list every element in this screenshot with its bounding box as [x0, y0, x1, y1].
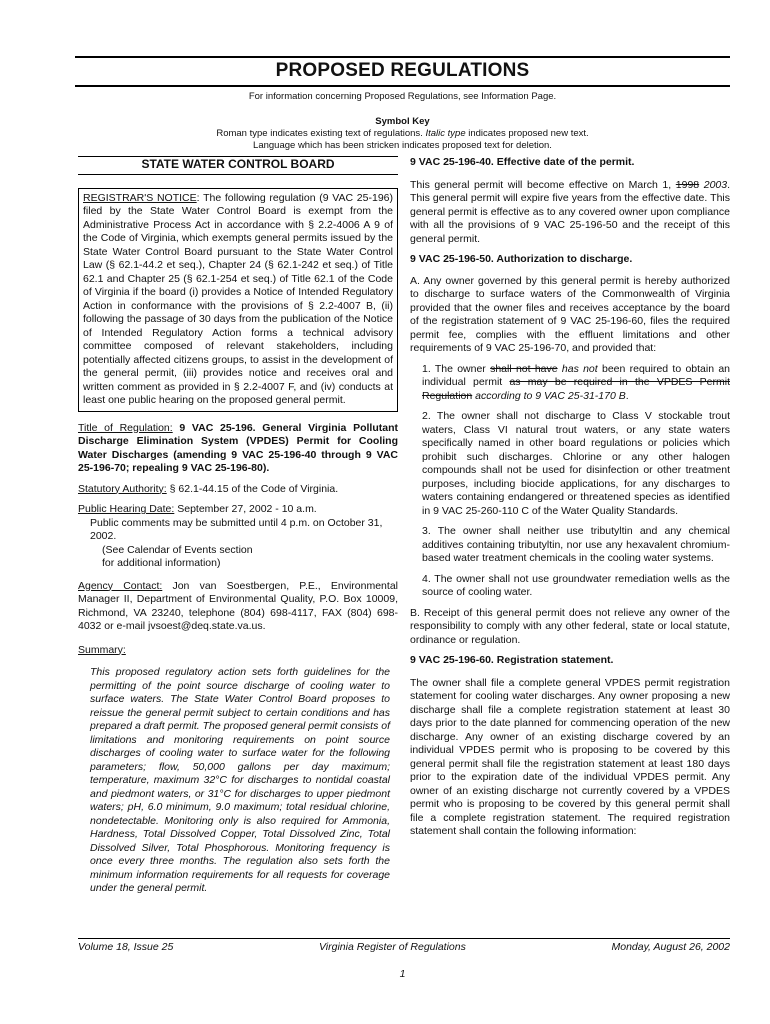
- symbol-key-italic: Italic type: [425, 128, 466, 139]
- item1-e: .: [625, 389, 629, 402]
- section-60-heading: 9 VAC 25-196-60. Registration statement.: [410, 654, 614, 666]
- section-40-text: [410, 179, 730, 247]
- statutory-authority: [78, 483, 398, 497]
- section-50-heading: 9 VAC 25-196-50. Authorization to discharge.: [410, 253, 633, 265]
- hearing-calendar-note: (See Calendar of Events section: [102, 543, 253, 556]
- symbol-key: [75, 116, 730, 152]
- s40-stricken-year: 1998: [675, 178, 700, 191]
- agency-heading: STATE WATER CONTROL BOARD: [78, 156, 398, 175]
- section-60-text: The owner shall file a complete general VPDES permit registration statement for cooling water discharges. Any owner proposing a new discharge shall file a complete registration statement at least 30 days prior to the date planned for commencing operation of the new discharge. Any owner of an existing discharge covered by an individual VPDES permit who is proposing to be covered by this general permit shall file the registration statement at least 180 days prior to the expiration date of the individual VPDES permit. Any owner of an existing discharge not currently covered by a VPDES permit who is proposing to be covered by this general permit shall file a complete registration statement. The required registration statement shall contain the following information:: [410, 676, 730, 837]
- hearing-label: Public Hearing Date:: [78, 503, 175, 515]
- footer-publication: Virginia Register of Regulations: [318, 941, 466, 953]
- page-title: PROPOSED REGULATIONS: [75, 56, 730, 87]
- symbol-key-line-1: [75, 128, 730, 140]
- authority-label: Statutory Authority:: [78, 482, 167, 495]
- symbol-key-heading: Symbol Key: [375, 116, 430, 127]
- section-50-item-1: [422, 363, 730, 404]
- public-hearing: [78, 503, 398, 517]
- agency-contact: [78, 580, 398, 634]
- section-50-item-2: 2. The owner shall not discharge to Class V stockable trout waters, Class VI natural trout waters, or any state waters specifically named in other board regulations or policies which prohibit such discharges. Chlorine or any other halogen compounds shall not be used for disinfection or other treatment purposes, including biocide applications, for any discharges to waters containing endangered or threatened species as identified in 9 VAC 25-260-110 C of the Water Quality Standards.: [422, 410, 730, 517]
- notice-text: : The following regulation (9 VAC 25-196) filed by the State Water Control Board is exempt from the Administrative Process Act in accordance with § 2.2-4006 A 9 of the Code of Virginia, which exempts general permits issued by the State Water Control Board pursuant to the State Water Control Law (§ 62.1-44.2 et seq.), Chapter 24 (§ 62.1-242 et seq.) of Title 62.1 and Chapter 25 (§ 62.1-254 et seq.) of Title 62.1 of the Code of Virginia if the board (i) provides a Notice of Intended Regulatory Action in conformance with the provisions of § 2.2-4007 B, (ii) following the passage of 30 days from the publication of the Notice of Intended Regulatory Action forms a technical advisory committee composed of relevant stakeholders, including potentially affected citizens groups, to assist in the development of the general permit, (iii) provides notice and receives oral and written comment as provided in § 2.2-4007 F, and (iv) conducts at least one public hearing on the proposed general permit.: [83, 191, 393, 406]
- s40-part-c: . This general permit will expire five years from the effective date. This general permit is effective as to any covered owner upon compliance with all the provisions of 9 VAC 25-196-50 and the receipt of this general permit.: [410, 178, 731, 245]
- item1-c: been required to obtain an individual permit: [422, 362, 731, 388]
- s40-new-year: 2003: [703, 178, 728, 191]
- item1-stricken-2: as may be required in the VPDES Permit Regulation: [422, 376, 730, 402]
- footer-date: Monday, August 26, 2002: [611, 941, 730, 953]
- section-40-heading: 9 VAC 25-196-40. Effective date of the permit.: [410, 156, 635, 168]
- page-footer: [78, 938, 730, 953]
- summary-text: This proposed regulatory action sets forth guidelines for the permitting of the point source discharge of cooling water to surface waters. The State Water Control Board proposes to reissue the general permit subject to certain conditions and has prepared a draft permit. The proposed general permit consists of limitations and monitoring requirements on point source discharges of cooling water to surface water for the following parameters; flow, 50,000 gallons per day maximum; temperature, maximum 32°C for discharges to nontidal coastal and piedmont waters, or 31°C for discharges to upper piedmont waters; pH, 6.0 minimum, 9.0 maximum; total residual chlorine, nondetectable. Monitoring only is also required for Ammonia, Hardness, Total Dissolved Copper, Total Dissolved Zinc, Total Dissolved Silver, Total Phosphorous. Monitoring frequency is once every three months. The regulation also sets forth the minimum information requirements for all requests for coverage under the general permit.: [90, 666, 390, 894]
- s40-part-a: This general permit will become effective on March 1,: [410, 178, 676, 191]
- section-50-b: B. Receipt of this general permit does not relieve any owner of the responsibility to comply with any other federal, state or local statute, ordinance or regulation.: [410, 606, 730, 646]
- section-50-item-3: 3. The owner shall neither use tributyltin and any chemical additives containing tributyltin, nor use any hexavalent chromium-based water treatment chemicals in the cooling water systems.: [422, 525, 730, 564]
- symbol-key-roman: Roman type indicates existing text of regulations.: [216, 128, 426, 139]
- title-label: Title of Regulation:: [78, 421, 173, 434]
- authority-text: § 62.1-44.15 of the Code of Virginia.: [166, 482, 339, 495]
- summary-label: Summary:: [78, 643, 126, 656]
- contact-label: Agency Contact:: [78, 579, 163, 592]
- hearing-text: September 27, 2002 - 10 a.m.: [174, 503, 317, 515]
- item1-stricken-1: shall not have: [490, 362, 558, 375]
- symbol-key-line-2: Language which has been stricken indicates proposed text for deletion.: [253, 140, 552, 151]
- page-subtitle: For information concerning Proposed Regulations, see Information Page.: [248, 91, 557, 102]
- section-50-item-4: 4. The owner shall not use groundwater remediation wells as the source of cooling water.: [422, 572, 730, 598]
- item1-a: 1. The owner: [422, 362, 491, 375]
- hearing-additional-info: for additional information): [102, 557, 221, 569]
- symbol-key-rest: indicates proposed new text.: [465, 128, 589, 139]
- section-50-a: A. Any owner governed by this general permit is hereby authorized to discharge to surface waters of the Commonwealth of Virginia provided that the owner files and receives acceptance by the board of the registration statement of 9 VAC 25-196-60, files the required permit fee, complies with the effluent limitations and other requirements of 9 VAC 25-196-70, and provided that:: [410, 274, 730, 354]
- registrars-notice-box: [78, 188, 398, 412]
- right-column: [410, 156, 730, 846]
- hearing-comments: Public comments may be submitted until 4 p.m. on October 31, 2002.: [90, 516, 383, 542]
- title-of-regulation: [78, 422, 398, 476]
- contact-text: Jon van Soestbergen, P.E., Environmental Manager II, Department of Environmental Quality, P.O. Box 10009, Richmond, VA 23240, telephone (804) 698-4117, FAX (804) 698-4032 or e-mail jvsoest@deq.state.va.us.: [78, 579, 398, 632]
- title-text: 9 VAC 25-196. General Virginia Pollutant Discharge Elimination System (VPDES) Permit for Cooling Water Discharges (amending 9 VAC 25-196-40 through 9 VAC 25-196-70; repealing 9 VAC 25-196-80).: [78, 421, 398, 474]
- item1-new-2: according to 9 VAC 25-31-170 B: [475, 389, 626, 402]
- notice-label: REGISTRAR'S NOTICE: [83, 191, 197, 204]
- left-column: [78, 156, 398, 896]
- footer-volume: Volume 18, Issue 25: [78, 941, 174, 953]
- item1-new-1: has not: [561, 362, 598, 375]
- page-number: 1: [399, 968, 406, 980]
